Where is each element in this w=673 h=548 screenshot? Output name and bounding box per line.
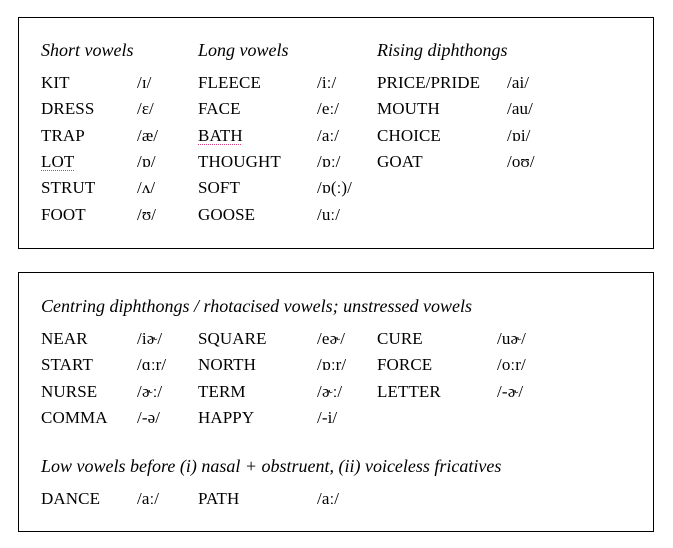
lexical-set-word: FORCE xyxy=(377,355,433,374)
ipa-transcription: /-i/ xyxy=(317,408,338,427)
ipa-transcription: /oːr/ xyxy=(497,355,526,374)
lexical-set-word: HAPPY xyxy=(198,408,255,427)
heading-low-vowels: Low vowels before (i) nasal + obstruent, (ii) voiceless fricatives xyxy=(41,456,502,476)
lexical-set-word: GOOSE xyxy=(198,205,256,224)
ipa-transcription: /iː/ xyxy=(317,73,337,92)
ipa-transcription: /ɒi/ xyxy=(507,126,531,145)
lexical-set-word: GOAT xyxy=(377,152,423,171)
ipa-transcription: /uː/ xyxy=(317,205,341,224)
lexical-set-word: FLEECE xyxy=(198,73,261,92)
lexical-set-word: CHOICE xyxy=(377,126,441,145)
ipa-transcription: /ɚː/ xyxy=(317,382,343,401)
lexical-set-word: SOFT xyxy=(198,178,240,197)
lexical-set-word: STRUT xyxy=(41,178,96,197)
ipa-transcription: /æ/ xyxy=(137,126,159,145)
ipa-transcription: /ɛ/ xyxy=(137,99,154,118)
ipa-transcription: /aː/ xyxy=(317,489,340,508)
lexical-set-word: NURSE xyxy=(41,382,98,401)
ipa-transcription: /oʊ/ xyxy=(507,152,535,171)
ipa-transcription: /ɒ/ xyxy=(137,152,156,171)
lexical-set-word: LOT xyxy=(41,152,75,171)
heading-long-vowels: Long vowels xyxy=(198,40,289,60)
lexical-set-word: MOUTH xyxy=(377,99,440,118)
ipa-transcription: /ɒː/ xyxy=(317,152,341,171)
lexical-set-word: SQUARE xyxy=(198,329,267,348)
ipa-transcription: /iɚ/ xyxy=(137,329,163,348)
lexical-set-word: LETTER xyxy=(377,382,441,401)
ipa-transcription: /ɚː/ xyxy=(137,382,163,401)
lexical-set-word: FACE xyxy=(198,99,241,118)
ipa-transcription: /aː/ xyxy=(137,489,160,508)
ipa-transcription: /ɪ/ xyxy=(137,73,152,92)
lexical-set-word: START xyxy=(41,355,93,374)
ipa-transcription: /eː/ xyxy=(317,99,340,118)
heading-rising-diphthongs: Rising diphthongs xyxy=(377,40,508,60)
lexical-set-word: THOUGHT xyxy=(198,152,281,171)
lexical-set-word: DANCE xyxy=(41,489,101,508)
lexical-set-word: NORTH xyxy=(198,355,257,374)
heading-centring-diphthongs: Centring diphthongs / rhotacised vowels; unstressed vowels xyxy=(41,296,472,316)
lexical-set-word: KIT xyxy=(41,73,70,92)
ipa-transcription: /-ə/ xyxy=(137,408,161,427)
ipa-transcription: /ʌ/ xyxy=(137,178,156,197)
lexical-set-word: COMMA xyxy=(41,408,108,427)
lexical-set-word: CURE xyxy=(377,329,423,348)
lexical-set-word: DRESS xyxy=(41,99,95,118)
lexical-set-word: TERM xyxy=(198,382,246,401)
ipa-transcription: /uɚ/ xyxy=(497,329,527,348)
ipa-transcription: /ʊ/ xyxy=(137,205,157,224)
lexical-set-word: NEAR xyxy=(41,329,88,348)
heading-short-vowels: Short vowels xyxy=(41,40,134,60)
ipa-transcription: /ɒːr/ xyxy=(317,355,347,374)
lexical-set-word: BATH xyxy=(198,126,243,145)
ipa-transcription: /au/ xyxy=(507,99,533,118)
ipa-transcription: /ɒ(ː)/ xyxy=(317,178,352,197)
lexical-set-word: FOOT xyxy=(41,205,86,224)
lexical-set-word: PATH xyxy=(198,489,240,508)
lexical-set-word: PRICE/PRIDE xyxy=(377,73,481,92)
lexical-set-word: TRAP xyxy=(41,126,85,145)
ipa-transcription: /eɚ/ xyxy=(317,329,346,348)
ipa-transcription: /-ɚ/ xyxy=(497,382,524,401)
ipa-transcription: /ɑːr/ xyxy=(137,355,167,374)
ipa-transcription: /aː/ xyxy=(317,126,340,145)
ipa-transcription: /ai/ xyxy=(507,73,530,92)
